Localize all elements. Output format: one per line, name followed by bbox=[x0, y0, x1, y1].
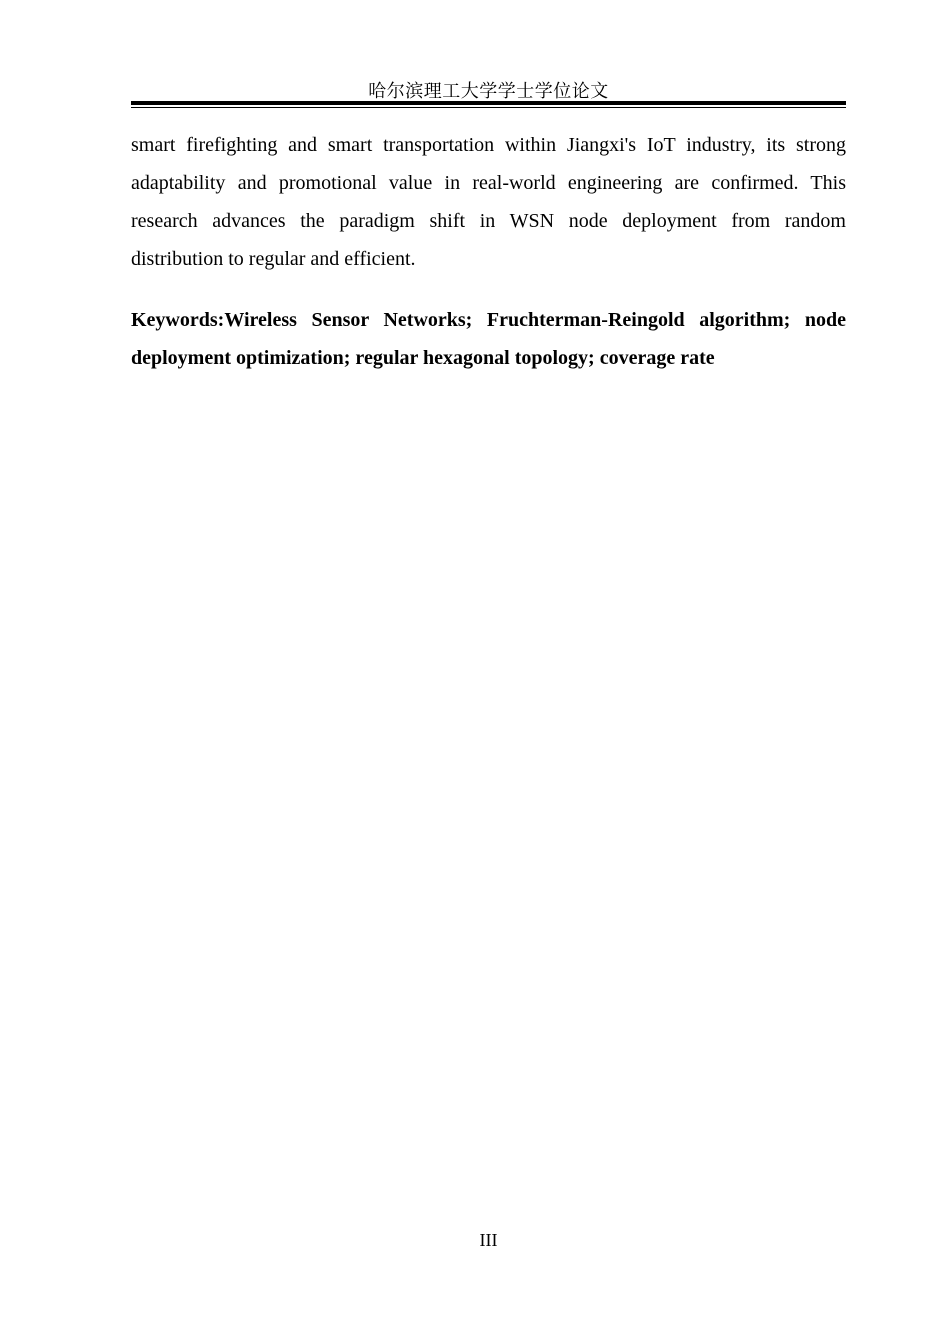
running-header: 哈尔滨理工大学学士学位论文 bbox=[368, 81, 609, 101]
keywords-label: Keywords: bbox=[131, 309, 225, 331]
abstract-paragraph: smart firefighting and smart transportation within Jiangxi's IoT industry, its strong adaptability and promotional value in real-world engineering are confirmed. This research advances the paradigm shift in WSN node deployment from random distribution to regular and efficient. bbox=[131, 134, 846, 270]
page-number: III bbox=[479, 1230, 498, 1250]
keywords-paragraph bbox=[131, 301, 846, 377]
header-rule-thick bbox=[131, 101, 846, 105]
header-rule-thin bbox=[131, 107, 846, 108]
keywords-list: Wireless Sensor Networks; Fruchterman-Reingold algorithm; node deployment optimization; regular hexagonal topology; coverage rate bbox=[131, 309, 846, 369]
